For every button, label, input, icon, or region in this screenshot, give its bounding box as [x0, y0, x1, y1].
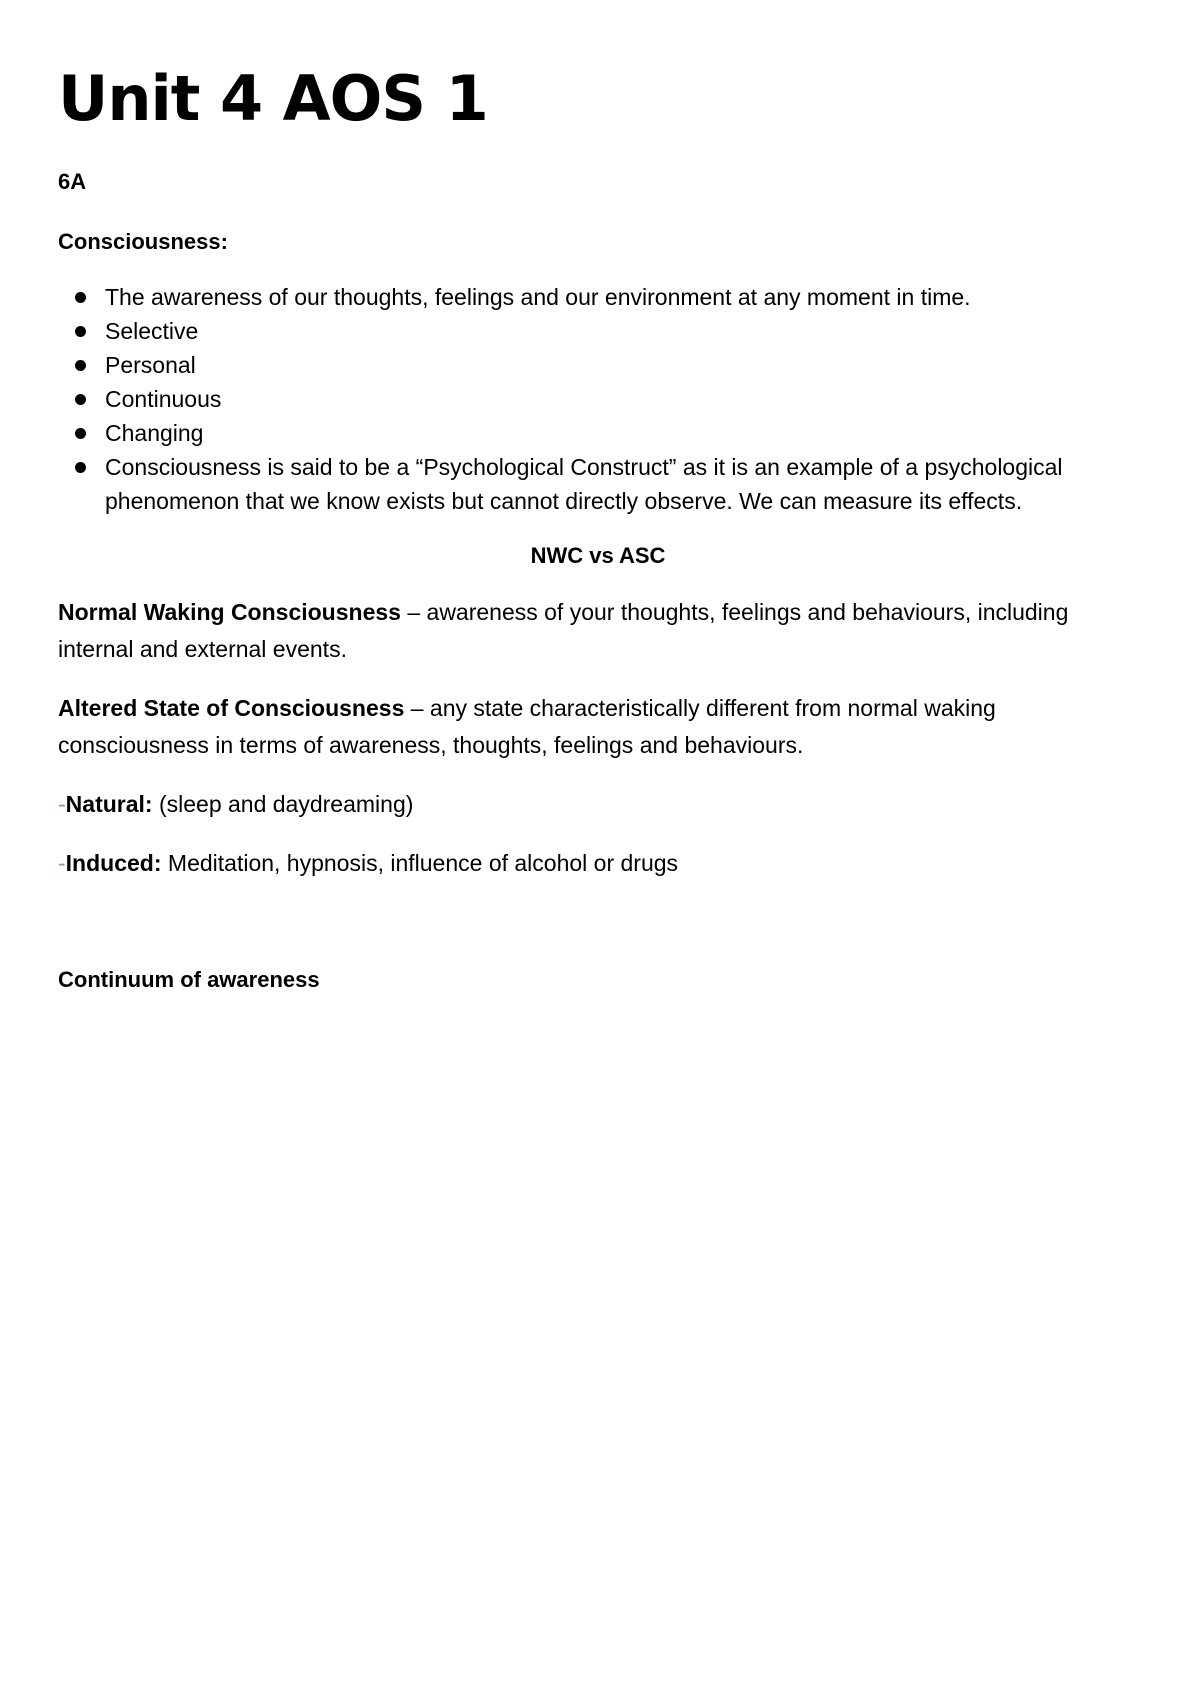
- bullet-icon: [75, 292, 86, 303]
- nwc-definition-text: – awareness of your thoughts, feelings and behaviours, including internal and external events.: [58, 599, 1069, 662]
- bullet-text: Consciousness is said to be a “Psychological Construct” as it is an example of a psychological phenomenon that we know exists but cannot directly observe. We can measure its effects.: [105, 454, 1063, 514]
- bullet-text: Changing: [105, 420, 204, 446]
- asc-definition: [58, 690, 1138, 764]
- induced-text: Meditation, hypnosis, influence of alcohol or drugs: [161, 850, 679, 876]
- bullet-text: Selective: [105, 318, 199, 344]
- induced-asc-line: [58, 845, 1138, 882]
- blank-space: [58, 904, 1138, 964]
- list-item: [58, 450, 1138, 518]
- induced-term: Induced:: [65, 850, 162, 876]
- list-item: [58, 314, 1138, 348]
- asc-definition-text: – any state characteristically different from normal waking consciousness in terms of awareness, thoughts, feelings and behaviours.: [58, 695, 996, 758]
- consciousness-heading: Consciousness:: [58, 229, 228, 254]
- document-title: Unit 4 AOS 1: [58, 62, 488, 135]
- bullet-icon: [75, 462, 86, 473]
- comparison-heading: NWC vs ASC: [530, 543, 666, 568]
- list-item: [58, 280, 1138, 314]
- natural-dash: -: [58, 791, 66, 817]
- consciousness-bullet-list: [58, 280, 1138, 518]
- list-item: [58, 348, 1138, 382]
- bullet-icon: [75, 428, 86, 439]
- nwc-definition: [58, 594, 1138, 668]
- natural-term: Natural:: [65, 791, 153, 817]
- continuum-heading: Continuum of awareness: [58, 967, 320, 992]
- bullet-text: Continuous: [105, 386, 222, 412]
- list-item: [58, 382, 1138, 416]
- natural-asc-line: [58, 786, 1138, 823]
- bullet-icon: [75, 326, 86, 337]
- induced-dash: -: [58, 850, 66, 876]
- list-item: [58, 416, 1138, 450]
- bullet-text: Personal: [105, 352, 196, 378]
- nwc-term: Normal Waking Consciousness: [58, 599, 401, 625]
- natural-text: (sleep and daydreaming): [152, 791, 414, 817]
- section-code: 6A: [58, 169, 87, 194]
- bullet-icon: [75, 394, 86, 405]
- document-page: [58, 60, 1138, 1024]
- bullet-text: The awareness of our thoughts, feelings and our environment at any moment in time.: [105, 284, 971, 310]
- bullet-icon: [75, 360, 86, 371]
- asc-term: Altered State of Consciousness: [58, 695, 405, 721]
